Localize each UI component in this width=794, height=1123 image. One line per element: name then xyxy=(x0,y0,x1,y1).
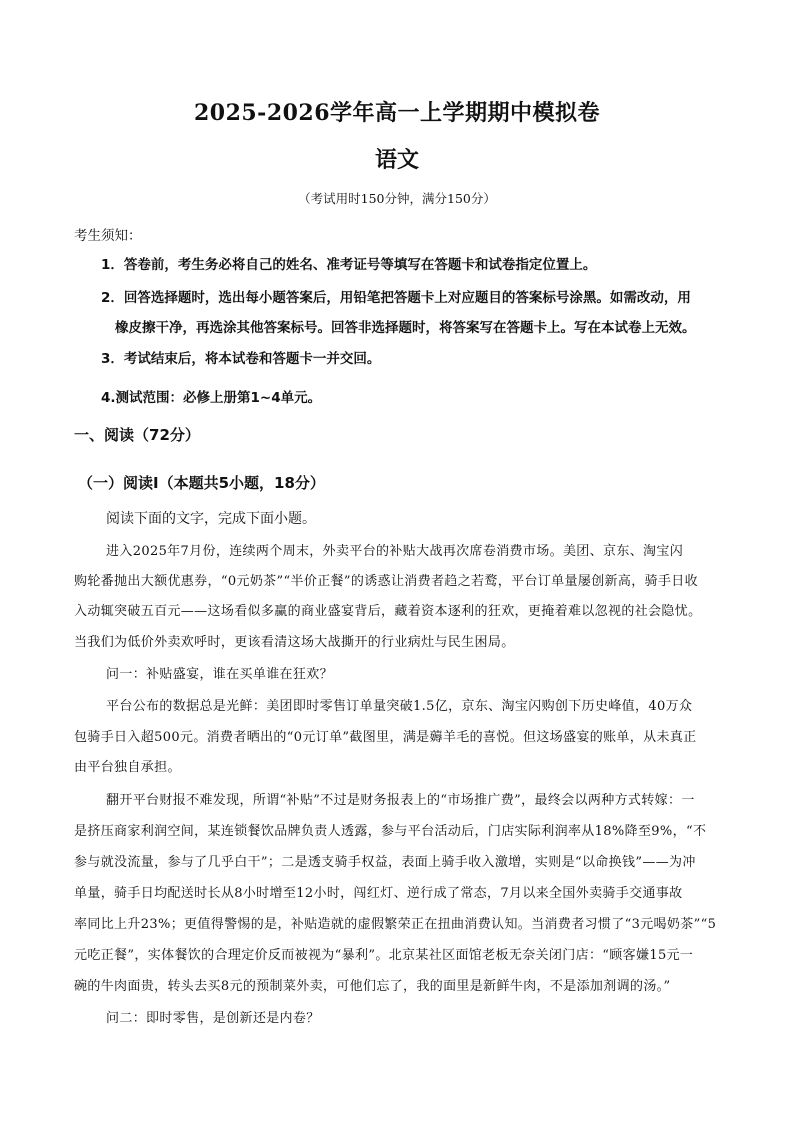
passage-line: 率同比上升23%；更值得警惕的是，补贴造就的虚假繁荣正在扭曲消费认知。当消费者习惯了“3元喝奶茶”“5 xyxy=(74,917,717,932)
passage-line: 入动辄突破五百元——这场看似多赢的商业盛宴背后，藏着资本逐利的狂欢，更掩着难以忽视的社会隐忧。 xyxy=(74,604,702,619)
subsection-heading: （一）阅读Ⅰ（本题共5小题，18分） xyxy=(78,474,325,492)
passage-line: 元吃正餐”，实体餐饮的合理定价反而被视为“暴利”。北京某社区面馆老板无奈关闭门店：“顾客嫌15元一 xyxy=(74,948,694,963)
notice-item-3: 3．考试结束后，将本试卷和答题卡一并交回。 xyxy=(101,351,381,367)
passage-line: 单量，骑手日均配送时长从8小时增至12小时，闯红灯、逆行成了常态，7月以来全国外卖骑手交通事故 xyxy=(74,886,683,901)
exam-subject: 语文 xyxy=(374,147,419,173)
passage-line: 当我们为低价外卖欢呼时，更该看清这场大战撕开的行业病灶与民生困局。 xyxy=(74,635,515,650)
reading-directive: 阅读下面的文字，完成下面小题。 xyxy=(106,511,316,527)
notice-item-2-continued: 橡皮擦干净，再选涂其他答案标号。回答非选择题时，将答案写在答题卡上。写在本试卷上无效。 xyxy=(115,320,696,336)
passage-line: 平台公布的数据总是光鲜：美团即时零售订单量突破1.5亿，京东、淘宝闪购创下历史峰值，40万众 xyxy=(106,699,693,714)
exam-duration-note: （考试用时150分钟，满分150分） xyxy=(298,191,496,206)
passage-line: 购轮番抛出大额优惠券，“0元奶茶”“半价正餐”的诱惑让消费者趋之若鹜，平台订单量屡创新高，骑手日收 xyxy=(74,574,699,589)
passage-line: 参与就没流量，参与了几乎白干”；二是透支骑手权益，表面上骑手收入激增，实则是“以命换钱”——为冲 xyxy=(74,855,696,870)
passage-line: 是挤压商家利润空间，某连锁餐饮品牌负责人透露，参与平台活动后，门店实际利润率从18%降至9%，“不 xyxy=(74,824,707,839)
exam-title: 2025-2026学年高一上学期期中模拟卷 xyxy=(193,100,601,126)
section-heading: 一、阅读（72分） xyxy=(74,426,200,444)
passage-question-1: 问一：补贴盛宴，谁在买单谁在狂欢？ xyxy=(106,667,333,682)
passage-line: 包骑手日入超500元。消费者晒出的“0元订单”截图里，满是薅羊毛的喜悦。但这场盛宴的账单，从未真正 xyxy=(74,730,697,745)
notice-item-2: 2．回答选择题时，选出每小题答案后，用铅笔把答题卡上对应题目的答案标号涂黑。如需改动，用 xyxy=(101,290,691,306)
notice-item-4: 4.测试范围：必修上册第1~4单元。 xyxy=(101,390,322,406)
notice-item-1: 1．答卷前，考生务必将自己的姓名、准考证号等填写在答题卡和试卷指定位置上。 xyxy=(101,257,597,273)
passage-line: 由平台独自承担。 xyxy=(74,760,181,775)
passage-line: 翻开平台财报不难发现，所谓“补贴”不过是财务报表上的“市场推广费”，最终会以两种方式转嫁：一 xyxy=(106,793,695,808)
passage-question-2: 问二：即时零售，是创新还是内卷？ xyxy=(106,1011,320,1026)
passage-line: 进入2025年7月份，连续两个周末，外卖平台的补贴大战再次席卷消费市场。美团、京东、淘宝闪 xyxy=(106,544,684,559)
passage-line: 碗的牛肉面贵，转头去买8元的预制菜外卖，可他们忘了，我的面里是新鲜牛肉，不是添加剂调的汤。” xyxy=(74,979,671,994)
notice-heading: 考生须知： xyxy=(74,228,142,244)
